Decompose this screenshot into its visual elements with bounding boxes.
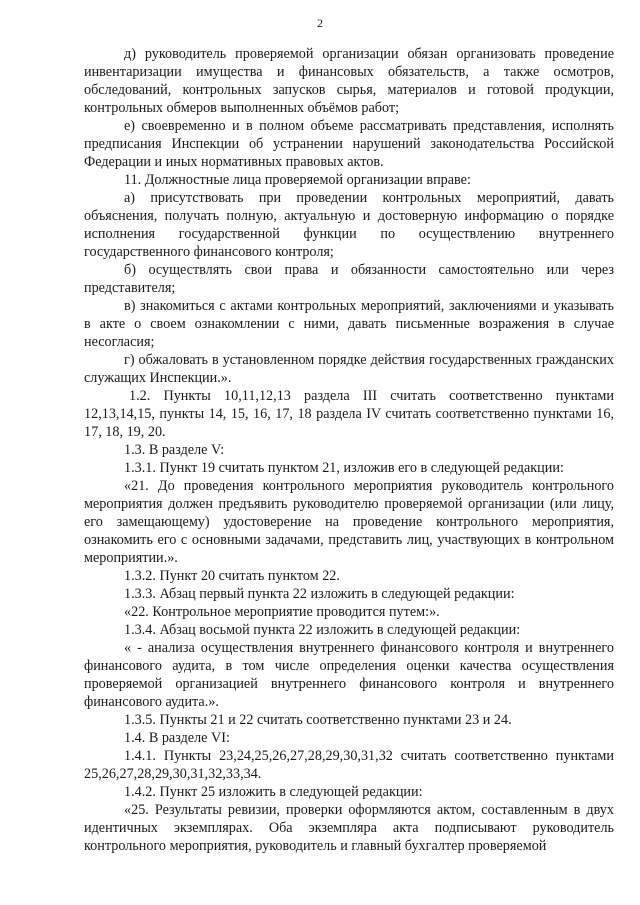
paragraph: « - анализа осуществления внутреннего финансового контроля и внутреннего финансового аудита, в том числе определения оценки качества осуществления проверяемой организацией внутреннего финансового контроля и внутреннего финансового аудита.». (84, 640, 614, 710)
paragraph: д) руководитель проверяемой организации обязан организовать проведение инвентаризации имущества и финансовых обязательств, а также осмотров, обследований, контрольных запусков сырья, материалов и готовой продукции, контрольных обмеров выполненных объёмов работ; (84, 46, 614, 116)
paragraph: б) осуществлять свои права и обязанности самостоятельно или через представителя; (84, 262, 614, 296)
paragraph: 1.4.2. Пункт 25 изложить в следующей редакции: (124, 784, 423, 800)
paragraph: г) обжаловать в установленном порядке действия государственных гражданских служащих Инспекции.». (84, 352, 614, 386)
document-body (84, 45, 614, 855)
paragraph: 1.2. Пункты 10,11,12,13 раздела III считать соответственно пунктами 12,13,14,15, пункты 14, 15, 16, 17, 18 раздела IV считать соответственно пунктами 16, 17, 18, 19, 20. (84, 388, 614, 440)
paragraph: 1.3.5. Пункты 21 и 22 считать соответственно пунктами 23 и 24. (124, 712, 512, 728)
paragraph: 1.3.4. Абзац восьмой пункта 22 изложить в следующей редакции: (124, 622, 521, 638)
paragraph: е) своевременно и в полном объеме рассматривать представления, исполнять предписания Инспекции об устранении нарушений законодательства Российской Федерации и иных нормативных правовых актов. (84, 118, 614, 170)
paragraph: «25. Результаты ревизии, проверки оформляются актом, составленным в двух идентичных экземплярах. Оба экземпляра акта подписывают руководитель контрольного мероприятия, руководитель и главный бухгалтер проверяемой (84, 802, 614, 854)
paragraph: «22. Контрольное мероприятие проводится путем:». (124, 604, 440, 620)
page-number: 2 (317, 16, 323, 30)
paragraph: 1.3. В разделе V: (124, 442, 225, 458)
paragraph: 11. Должностные лица проверяемой организации вправе: (124, 172, 471, 188)
paragraph: в) знакомиться с актами контрольных мероприятий, заключениями и указывать в акте о своем ознакомлении с ними, давать письменные возражения в случае несогласия; (84, 298, 614, 350)
paragraph: 1.4.1. Пункты 23,24,25,26,27,28,29,30,31,32 считать соответственно пунктами 25,26,27,28,29,30,31,32,33,34. (84, 748, 614, 782)
paragraph: 1.3.3. Абзац первый пункта 22 изложить в следующей редакции: (124, 586, 515, 602)
paragraph: 1.3.1. Пункт 19 считать пунктом 21, изложив его в следующей редакции: (124, 460, 564, 476)
paragraph: 1.3.2. Пункт 20 считать пунктом 22. (124, 568, 340, 584)
paragraph: 1.4. В разделе VI: (124, 730, 230, 746)
paragraph: «21. До проведения контрольного мероприятия руководитель контрольного мероприятия должен предъявить руководителю проверяемой организации (или лицу, его замещающему) удостоверение на проведение контрольного мероприятия, ознакомить его с основными задачами, представить лиц, участвующих в контрольном мероприятии.». (84, 478, 614, 566)
paragraph: а) присутствовать при проведении контрольных мероприятий, давать объяснения, получать полную, актуальную и достоверную информацию о порядке исполнения государственной функции по осуществлению внутреннего государственного финансового контроля; (84, 190, 614, 260)
